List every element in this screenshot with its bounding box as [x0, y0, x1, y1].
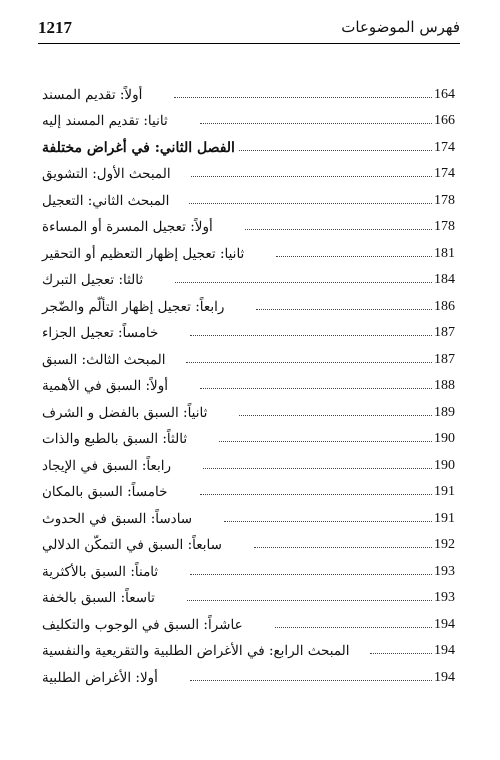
toc-entry: [38, 421, 460, 448]
toc-entry-title: ثالثا: تعجيل التبرك: [42, 272, 144, 288]
dot-leader: [275, 627, 432, 628]
toc-chapter-entry: [38, 129, 460, 156]
dot-leader: [245, 229, 432, 230]
toc-entry-title: المبحث الثاني: التعجيل: [42, 192, 170, 209]
dot-leader: [239, 150, 432, 151]
toc-entry: [38, 288, 460, 315]
toc-entry: [38, 262, 460, 289]
toc-entry-title: ثانياً: السبق بالفضل و الشرف: [42, 404, 208, 421]
dot-leader: [190, 574, 432, 575]
toc-entry-page: 187: [434, 351, 455, 367]
toc-entry-title: أولا: الأغراض الطلبية: [42, 669, 158, 686]
toc-entry-title: المبحث الثالث: السبق: [42, 351, 166, 368]
toc-entry-title: سادساً: السبق في الحدوث: [42, 510, 193, 527]
header-rule: [38, 43, 460, 44]
toc-entry: [38, 447, 460, 474]
dot-leader: [200, 123, 432, 124]
toc-entry-title: ثالثاً: السبق بالطبع والذات: [42, 431, 188, 447]
toc-entry-page: 193: [434, 563, 455, 579]
toc-entry: [38, 341, 460, 368]
toc-entry-title: المبحث الرابع: في الأغراض الطلبية والتقريعية والنفسية: [42, 643, 350, 659]
dot-leader: [200, 388, 432, 389]
toc-entry-title: الفصل الثاني: في أغراض مختلفة: [42, 139, 235, 156]
dot-leader: [239, 415, 432, 416]
toc-entry-title: سابعاً: السبق في التمكّن الدلالي: [42, 537, 222, 553]
toc-entry-title: أولاً: السبق في الأهمية: [42, 378, 169, 394]
dot-leader: [186, 362, 432, 363]
toc-entry: [38, 156, 460, 183]
dot-leader: [203, 468, 432, 469]
toc-entry: [38, 209, 460, 236]
toc-entry: [38, 315, 460, 342]
toc-entry-page: 194: [434, 669, 455, 685]
toc-entry-title: ثامناً: السبق بالأكثرية: [42, 563, 159, 580]
toc-entry-page: 189: [434, 404, 455, 420]
dot-leader: [189, 203, 432, 204]
toc-entry-page: 194: [434, 616, 455, 632]
toc-entry-page: 164: [434, 86, 455, 102]
toc-entry-page: 192: [434, 537, 455, 552]
dot-leader: [190, 680, 432, 681]
toc-entry-page: 193: [434, 590, 455, 605]
dot-leader: [175, 282, 432, 283]
dot-leader: [224, 521, 432, 522]
toc-entry-page: 174: [434, 166, 455, 181]
toc-entry-page: 174: [434, 139, 455, 155]
toc-entry-page: 190: [434, 431, 455, 446]
toc-entry-title: خامساً: تعجيل الجزاء: [42, 325, 159, 341]
toc-entry-title: رابعاً: السبق في الإيجاد: [42, 457, 172, 474]
toc-entry-page: 194: [434, 643, 455, 658]
dot-leader: [256, 309, 432, 310]
toc-entry-page: 181: [434, 245, 455, 261]
toc-entry-page: 184: [434, 272, 455, 287]
dot-leader: [276, 256, 432, 257]
toc-entry: [38, 368, 460, 395]
toc-entry-title: عاشراً: السبق في الوجوب والتكليف: [42, 616, 243, 633]
running-title: فهرس الموضوعات: [341, 18, 460, 36]
toc-entry: [38, 659, 460, 686]
toc-entry-page: 191: [434, 484, 455, 499]
toc-entry-title: تاسعاً: السبق بالخفة: [42, 590, 155, 606]
toc-entry-page: 187: [434, 325, 455, 340]
toc-entry-title: ثانيا: تقديم المسند إليه: [42, 113, 168, 129]
toc-entry-page: 178: [434, 192, 455, 208]
dot-leader: [370, 653, 432, 654]
toc-entry: [38, 633, 460, 660]
toc-entry-page: 166: [434, 113, 455, 128]
toc-entry-page: 191: [434, 510, 455, 526]
toc-entry-page: 188: [434, 378, 455, 393]
toc-entry-page: 190: [434, 457, 455, 473]
table-of-contents: [38, 76, 460, 686]
toc-entry: [38, 182, 460, 209]
toc-entry: [38, 103, 460, 130]
toc-entry: [38, 500, 460, 527]
toc-entry: [38, 553, 460, 580]
toc-entry: [38, 235, 460, 262]
toc-entry-title: خامساً: السبق بالمكان: [42, 484, 168, 500]
page-number: 1217: [38, 18, 72, 37]
toc-entry-page: 186: [434, 298, 455, 314]
dot-leader: [190, 335, 432, 336]
toc-entry: [38, 580, 460, 607]
dot-leader: [191, 176, 432, 177]
toc-entry-title: أولاً: تقديم المسند: [42, 86, 143, 103]
toc-entry: [38, 394, 460, 421]
dot-leader: [254, 547, 432, 548]
toc-entry-title: أولاً: تعجيل المسرة أو المساءة: [42, 219, 213, 235]
toc-entry: [38, 606, 460, 633]
dot-leader: [219, 441, 432, 442]
toc-entry-title: المبحث الأول: التشويق: [42, 166, 171, 182]
page-header: [38, 14, 460, 44]
dot-leader: [174, 97, 432, 98]
toc-entry: [38, 474, 460, 501]
toc-entry-title: ثانيا: تعجيل إظهار التعظيم أو التحقير: [42, 245, 245, 262]
toc-entry: [38, 527, 460, 554]
toc-entry-page: 178: [434, 219, 455, 234]
dot-leader: [187, 600, 432, 601]
dot-leader: [200, 494, 433, 495]
toc-entry: [38, 76, 460, 103]
toc-entry-title: رابعاً: تعجيل إظهار التألّم والضّجر: [42, 298, 225, 315]
